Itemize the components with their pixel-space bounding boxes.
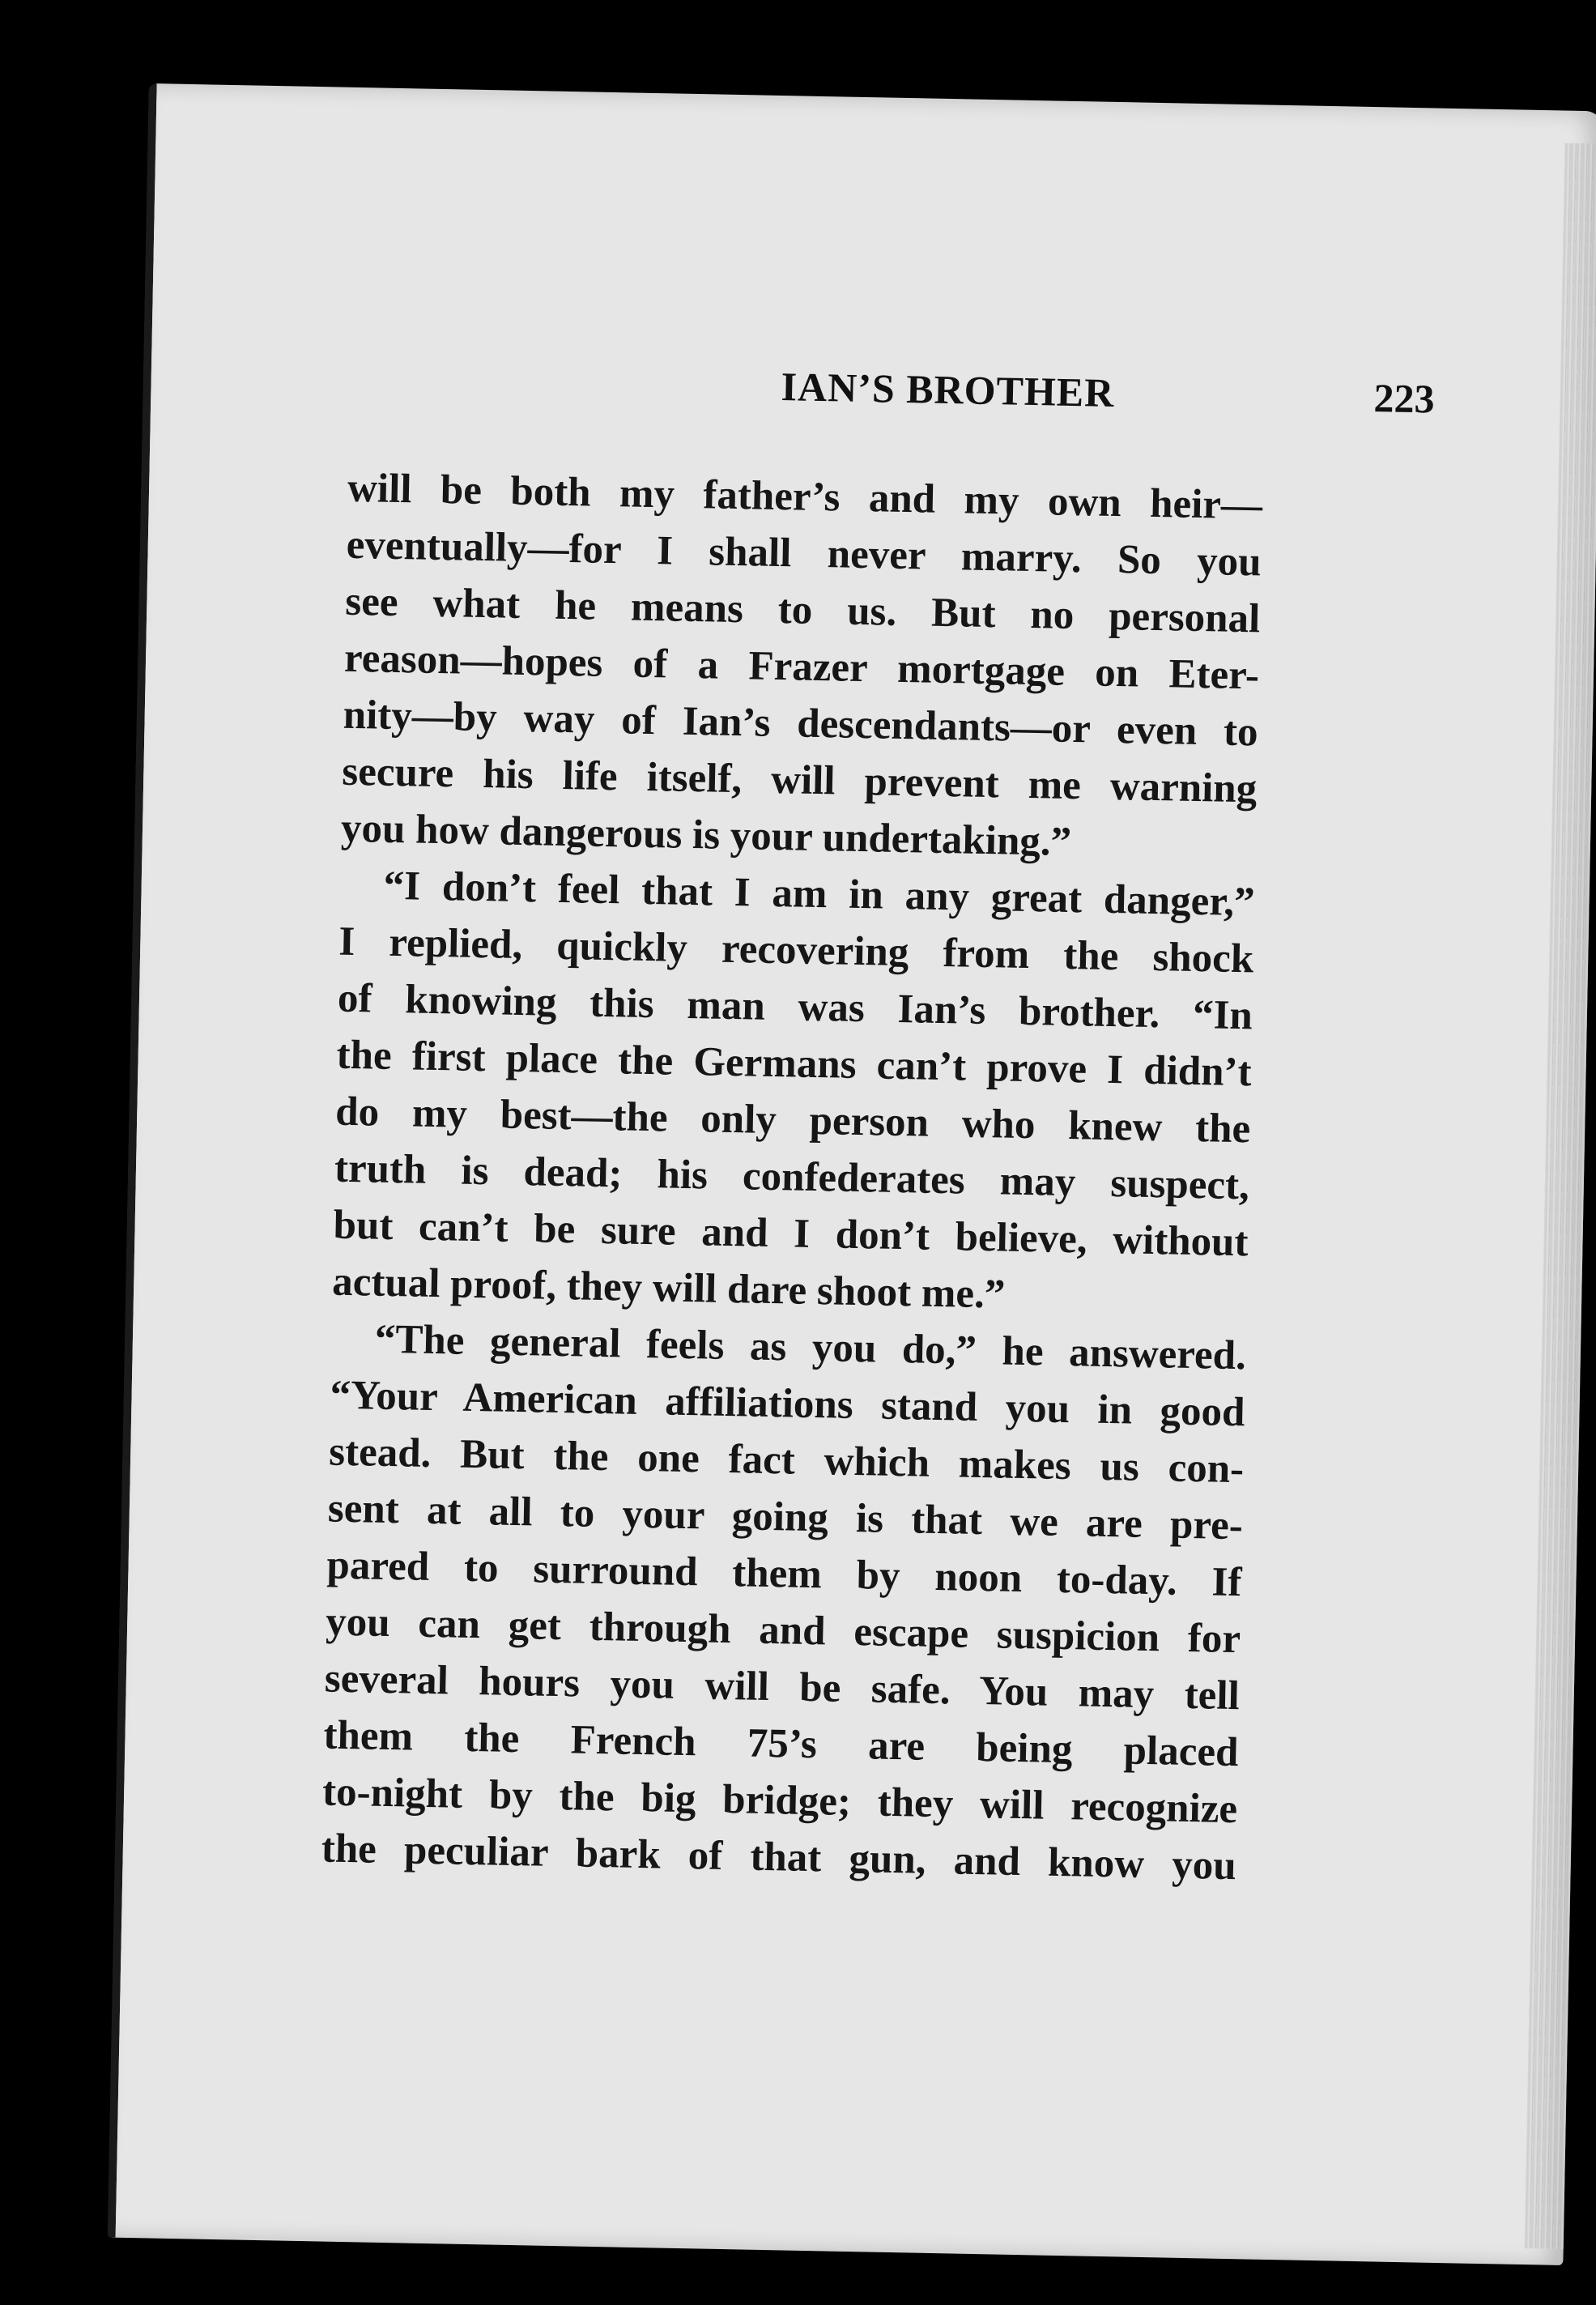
text-line: them the French 75’s are being placed xyxy=(323,1712,1239,1776)
text-line: pared to surround them by noon to-day. If xyxy=(326,1542,1242,1606)
body-text xyxy=(321,460,1262,1894)
text-line: sent at all to your going is that we are pre- xyxy=(327,1485,1244,1549)
text-line: you can get through and escape suspicion for xyxy=(325,1599,1241,1663)
book-page xyxy=(108,83,1596,2265)
text-line: “The general feels as you do,” he answered. xyxy=(374,1316,1247,1379)
text-line: “I don’t feel that I am in any great danger,” xyxy=(383,863,1256,926)
text-line: do my best—the only person who knew the xyxy=(334,1089,1251,1152)
page-edge xyxy=(1525,143,1596,2249)
text-line: actual proof, they will dare shoot me.” xyxy=(331,1259,1006,1318)
text-line: truth is dead; his confederates may suspect, xyxy=(334,1145,1250,1209)
text-line: reason—hopes of a Frazer mortgage on Eter- xyxy=(343,635,1260,699)
text-line: “Your American affiliations stand you in good xyxy=(330,1372,1245,1436)
page-header xyxy=(345,355,1435,441)
text-line: the peculiar bark of that gun, and know you xyxy=(321,1826,1237,1890)
text-line: to-night by the big bridge; they will recognize xyxy=(321,1769,1238,1833)
running-title: IAN’S BROTHER xyxy=(781,364,1115,415)
text-line: nity—by way of Ian’s descendants—or even to xyxy=(343,692,1259,756)
text-line: of knowing this man was Ian’s brother. “In xyxy=(337,975,1253,1039)
text-line: the first place the Germans can’t prove I didn’t xyxy=(336,1032,1253,1096)
text-line: but can’t be sure and I don’t believe, without xyxy=(333,1202,1249,1266)
page-number: 223 xyxy=(1373,375,1436,422)
text-line: stead. But the one fact which makes us con- xyxy=(328,1429,1245,1493)
text-line: see what he means to us. But no personal xyxy=(344,578,1261,642)
text-line: secure his life itself, will prevent me warning xyxy=(341,748,1258,812)
text-line: I replied, quickly recovering from the shock xyxy=(338,918,1254,982)
text-line: will be both my father’s and my own heir— xyxy=(347,465,1263,529)
text-line: eventually—for I shall never marry. So you xyxy=(346,522,1262,586)
text-line: several hours you will be safe. You may tell xyxy=(324,1655,1241,1719)
text-line: you how dangerous is your undertaking.” xyxy=(340,805,1072,866)
